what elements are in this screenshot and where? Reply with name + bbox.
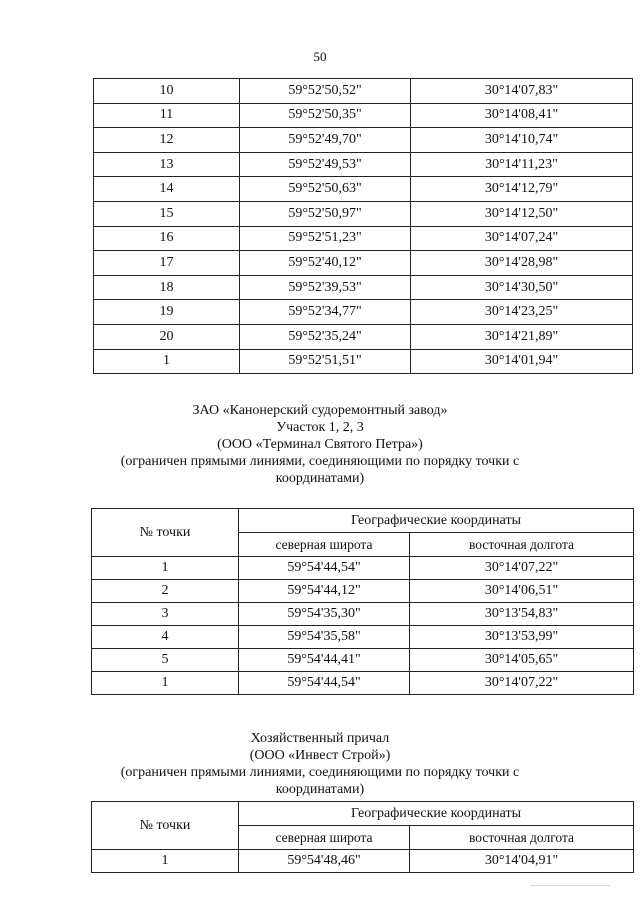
latitude-cell: 59°52'49,70" — [240, 128, 411, 153]
point-number-cell: 14 — [94, 177, 240, 202]
point-number-cell: 16 — [94, 226, 240, 251]
longitude-cell: 30°14'07,24" — [411, 226, 633, 251]
header-latitude: северная широта — [239, 826, 410, 850]
latitude-cell: 59°54'44,41" — [239, 649, 410, 672]
section2-title: ЗАО «Канонерский судоремонтный завод» — [192, 403, 448, 418]
section2-note-cont: координатами) — [275, 471, 365, 486]
section3-heading — [0, 730, 640, 798]
point-number-cell: 11 — [94, 103, 240, 128]
longitude-cell: 30°14'21,89" — [411, 324, 633, 349]
table-row — [94, 177, 633, 202]
latitude-cell: 59°54'35,58" — [239, 626, 410, 649]
table-row — [94, 349, 633, 374]
table-row — [92, 603, 634, 626]
coordinates-table-section2 — [91, 508, 634, 695]
table-row — [92, 672, 634, 695]
longitude-cell: 30°14'07,22" — [410, 672, 634, 695]
point-number-cell: 10 — [94, 79, 240, 104]
page-number: 50 — [313, 49, 327, 64]
latitude-cell: 59°54'48,46" — [239, 850, 410, 873]
longitude-cell: 30°14'12,79" — [411, 177, 633, 202]
longitude-cell: 30°14'11,23" — [411, 152, 633, 177]
table-row — [92, 557, 634, 580]
point-number-cell: 20 — [94, 324, 240, 349]
longitude-cell: 30°14'12,50" — [411, 201, 633, 226]
latitude-cell: 59°52'34,77" — [240, 300, 411, 325]
header-geo-coordinates: Географические координаты — [239, 802, 634, 826]
table-row — [94, 152, 633, 177]
point-number-cell: 5 — [92, 649, 239, 672]
longitude-cell: 30°14'04,91" — [410, 850, 634, 873]
point-number-cell: 18 — [94, 275, 240, 300]
point-number-cell: 3 — [92, 603, 239, 626]
header-longitude: восточная долгота — [410, 533, 634, 557]
latitude-cell: 59°54'44,54" — [239, 557, 410, 580]
table-row — [94, 324, 633, 349]
longitude-cell: 30°14'06,51" — [410, 580, 634, 603]
coordinates-table-section3 — [91, 801, 634, 873]
longitude-cell: 30°14'07,22" — [410, 557, 634, 580]
header-longitude: восточная долгота — [410, 826, 634, 850]
latitude-cell: 59°54'35,30" — [239, 603, 410, 626]
section2-organization: (ООО «Терминал Святого Петра») — [217, 437, 423, 452]
table-row — [92, 580, 634, 603]
latitude-cell: 59°52'50,97" — [240, 201, 411, 226]
latitude-cell: 59°54'44,54" — [239, 672, 410, 695]
table-row — [94, 251, 633, 276]
point-number-cell: 15 — [94, 201, 240, 226]
table-row — [94, 275, 633, 300]
longitude-cell: 30°14'30,50" — [411, 275, 633, 300]
longitude-cell: 30°14'05,65" — [410, 649, 634, 672]
point-number-cell: 1 — [92, 557, 239, 580]
longitude-cell: 30°14'10,74" — [411, 128, 633, 153]
header-point-number: № точки — [92, 509, 239, 557]
header-latitude: северная широта — [239, 533, 410, 557]
longitude-cell: 30°14'07,83" — [411, 79, 633, 104]
latitude-cell: 59°52'49,53" — [240, 152, 411, 177]
section3-note-cont: координатами) — [275, 782, 365, 797]
point-number-cell: 1 — [94, 349, 240, 374]
point-number-cell: 4 — [92, 626, 239, 649]
header-point-number: № точки — [92, 802, 239, 850]
latitude-cell: 59°54'44,12" — [239, 580, 410, 603]
latitude-cell: 59°52'50,35" — [240, 103, 411, 128]
table-row — [92, 850, 634, 873]
section2-note: (ограничен прямыми линиями, соединяющими по порядку точки с — [120, 454, 520, 469]
longitude-cell: 30°14'01,94" — [411, 349, 633, 374]
point-number-cell: 1 — [92, 850, 239, 873]
coordinates-table-continued — [93, 78, 633, 374]
latitude-cell: 59°52'39,53" — [240, 275, 411, 300]
longitude-cell: 30°13'53,99" — [410, 626, 634, 649]
scan-artifact-line — [530, 885, 610, 886]
point-number-cell: 1 — [92, 672, 239, 695]
table-row — [94, 79, 633, 104]
table-row — [92, 649, 634, 672]
table-row — [94, 226, 633, 251]
latitude-cell: 59°52'51,23" — [240, 226, 411, 251]
table-row — [94, 128, 633, 153]
latitude-cell: 59°52'50,63" — [240, 177, 411, 202]
section3-note: (ограничен прямыми линиями, соединяющими по порядку точки с — [120, 765, 520, 780]
section3-title: Хозяйственный причал — [250, 731, 390, 746]
latitude-cell: 59°52'35,24" — [240, 324, 411, 349]
longitude-cell: 30°14'28,98" — [411, 251, 633, 276]
latitude-cell: 59°52'40,12" — [240, 251, 411, 276]
latitude-cell: 59°52'51,51" — [240, 349, 411, 374]
section3-organization: (ООО «Инвест Строй») — [249, 748, 391, 763]
longitude-cell: 30°14'23,25" — [411, 300, 633, 325]
longitude-cell: 30°14'08,41" — [411, 103, 633, 128]
latitude-cell: 59°52'50,52" — [240, 79, 411, 104]
point-number-cell: 17 — [94, 251, 240, 276]
table-row — [94, 201, 633, 226]
point-number-cell: 13 — [94, 152, 240, 177]
point-number-cell: 12 — [94, 128, 240, 153]
point-number-cell: 2 — [92, 580, 239, 603]
header-geo-coordinates: Географические координаты — [239, 509, 634, 533]
section2-plot: Участок 1, 2, 3 — [276, 420, 364, 435]
table-row — [94, 103, 633, 128]
section2-heading — [0, 402, 640, 487]
table-row — [94, 300, 633, 325]
longitude-cell: 30°13'54,83" — [410, 603, 634, 626]
point-number-cell: 19 — [94, 300, 240, 325]
table-row — [92, 626, 634, 649]
